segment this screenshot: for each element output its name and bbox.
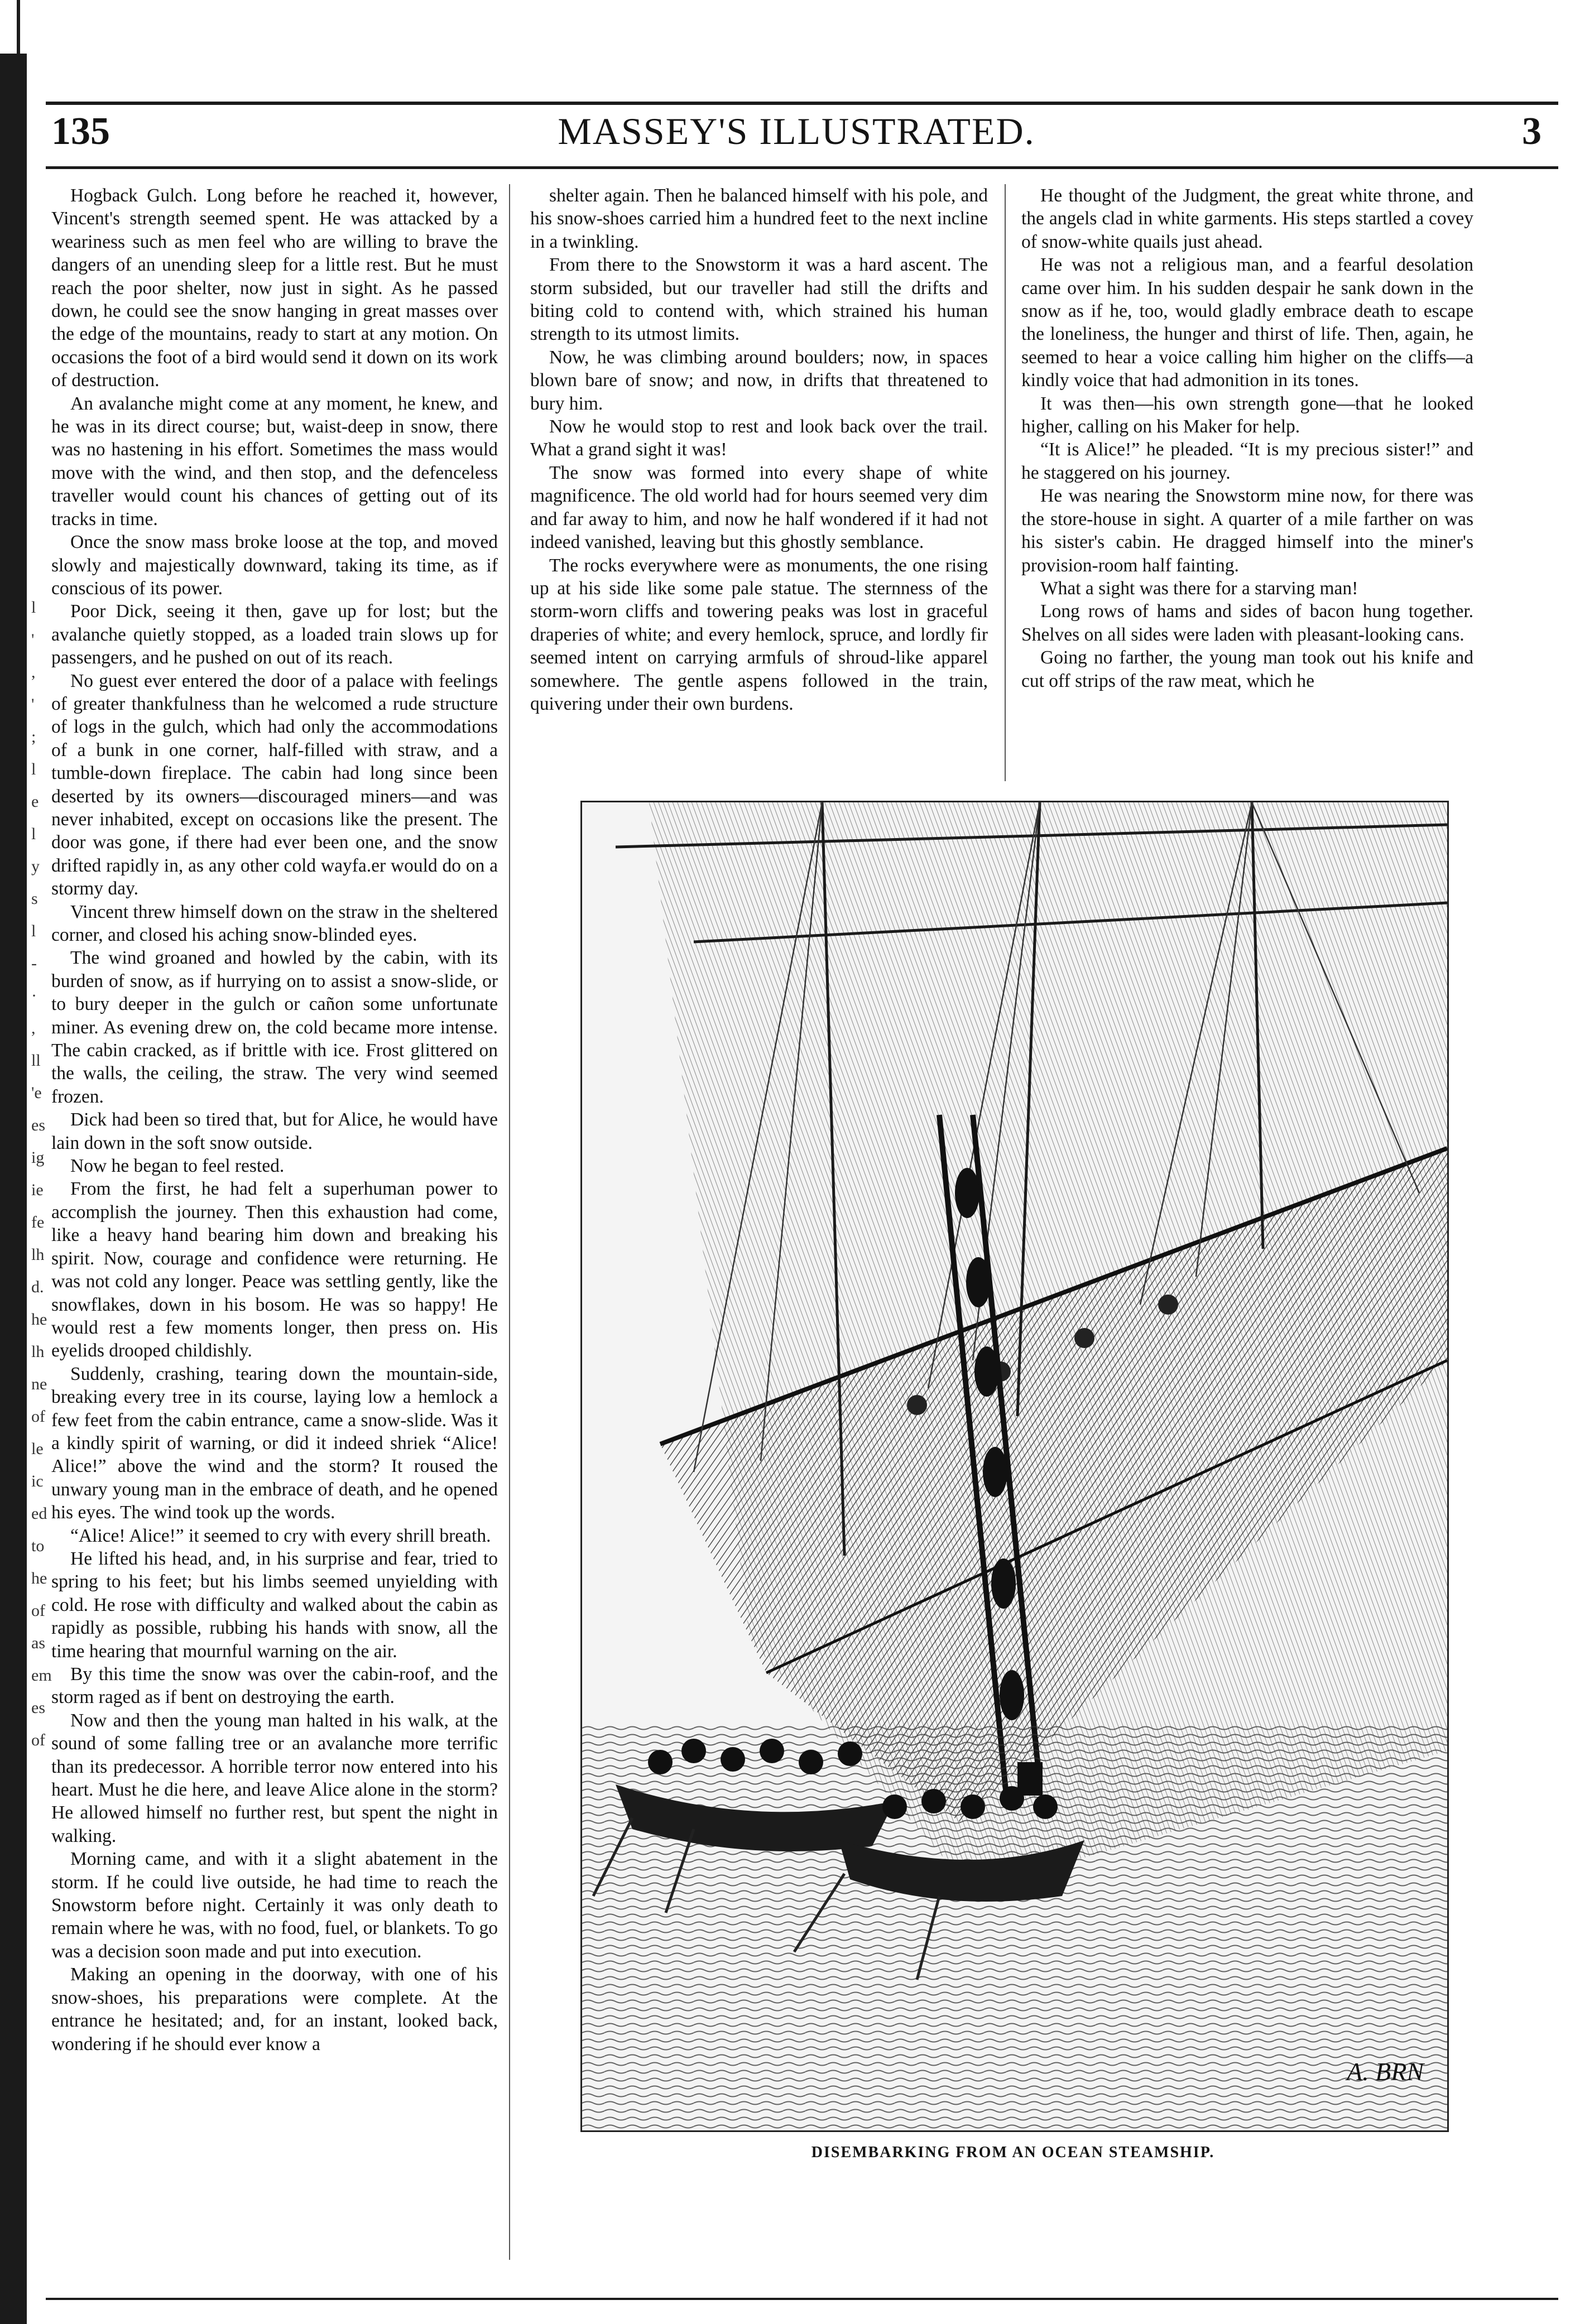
margin-fragment: ed xyxy=(31,1504,47,1523)
margin-fragment: he xyxy=(31,1569,47,1587)
paragraph: Now and then the young man halted in his walk, at the sound of some falling tree or an avalanche more terrific than its predecessor. A horrible terror now entered into his heart. Must he die here, and leave Alice alone in the storm? He allowed himself no further rest, but spent the night in walking. xyxy=(51,1710,498,1846)
paragraph: “It is Alice!” he pleaded. “It is my precious sister!” and he staggered on his journey. xyxy=(1021,439,1473,483)
paragraph: By this time the snow was over the cabin-roof, and the storm raged as if bent on destroying the earth. xyxy=(51,1664,498,1708)
binding-edge-top xyxy=(0,0,20,54)
paragraph: He was not a religious man, and a fearful desolation came over him. In his sudden despair he sank down in the snow as if he, too, would gladly embrace death to escape the loneliness, the hunger and thirst of life. Then, again, he seemed to hear a voice calling him higher on the cliffs—a kindly voice that had admonition in its tones. xyxy=(1021,254,1473,391)
margin-fragment: l xyxy=(31,598,36,617)
margin-fragment: ; xyxy=(31,728,36,746)
margin-fragment: ' xyxy=(31,695,35,714)
steamship-engraving xyxy=(580,801,1449,2132)
paragraph: He was nearing the Snowstorm mine now, for there was the store-house in sight. A quarter of a mile farther on was his sister's cabin. He dragged himself into the miner's provision-room half fainting. xyxy=(1021,485,1473,576)
margin-fragment: es xyxy=(31,1699,45,1717)
margin-fragment: d. xyxy=(31,1278,44,1296)
paragraph: Morning came, and with it a slight abatement in the storm. If he could live outside, he had time to reach the Snowstorm before night. Certainly it was only death to remain where he was, with no food, fuel, or blankets. To go was a decision soon made and put into execution. xyxy=(51,1849,498,1962)
paragraph: He lifted his head, and, in his surprise and fear, tried to spring to his feet; but his limbs seemed unyielding with cold. He rose with difficulty and walked about the cabin as rapidly as possible, rubbing his hands with snow, all the time hearing that mournful warning on the air. xyxy=(51,1548,498,1662)
paragraph: Hogback Gulch. Long before he reached it, however, Vincent's strength seemed spent. He was attacked by a weariness such as men feel who are willing to brave the dangers of an unending sleep for a little rest. But he must reach the poor shelter, now just in sight. As he passed down, he could see the snow hanging in great masses over the edge of the mountains, ready to start at any motion. On occasions the foot of a bird would send it down on its work of destruction. xyxy=(51,185,498,391)
margin-fragment: y xyxy=(31,857,40,875)
margin-fragment: he xyxy=(31,1310,47,1329)
margin-fragment: of xyxy=(31,1731,45,1749)
margin-fragment: · xyxy=(31,987,37,1005)
paragraph: Now he began to feel rested. xyxy=(70,1156,285,1177)
margin-fragment: 'e xyxy=(31,1084,42,1102)
paragraph: The rocks everywhere were as monuments, the one rising up at his side like some pale statue. The sternness of the storm-worn cliffs and towering peaks was lost in graceful draperies of white; and every hemlock, spruce, and lordly fir seemed intent on carrying armfuls of shroud-like apparel somewhere. The gentle aspens followed in the train, quivering under their own burdens. xyxy=(530,555,988,714)
paragraph: Making an opening in the doorway, with one of his snow-shoes, his preparations were complete. At the entrance he hesitated; and, for an instant, looked back, wondering if he should ever know a xyxy=(51,1964,498,2054)
paragraph: Long rows of hams and sides of bacon hung together. Shelves on all sides were laden with pleasant-looking cans. xyxy=(1021,601,1473,645)
text-column-3 xyxy=(1021,184,1473,798)
paragraph: He thought of the Judgment, the great white throne, and the angels clad in white garments. His steps startled a covey of snow-white quails just ahead. xyxy=(1021,185,1473,252)
margin-fragment: ig xyxy=(31,1148,45,1167)
margin-fragment: - xyxy=(31,954,37,973)
paragraph: shelter again. Then he balanced himself with his pole, and his snow-shoes carried him a hundred feet to the next incline in a twinkling. xyxy=(530,185,988,252)
paragraph: From the first, he had felt a superhuman power to accomplish the journey. Then this exhaustion had come, like a heavy hand bearing him down and breaking his spirit. Now, courage and confidence were returning. He was not cold any longer. Peace was settling gently, like the snowflakes, down in his bosom. He was so happy! He would rest a few moments longer, then press on. His eyelids drooped childishly. xyxy=(51,1178,498,1361)
column-divider xyxy=(509,184,510,2260)
header-rule xyxy=(46,166,1558,169)
paragraph: What a sight was there for a starving man! xyxy=(1040,578,1358,599)
bottom-rule xyxy=(46,2298,1558,2300)
paragraph: Dick had been so tired that, but for Alice, he would have lain down in the soft snow outside. xyxy=(51,1109,498,1153)
paragraph: The wind groaned and howled by the cabin, with its burden of snow, as if hurrying on to assist a snow-slide, or to bury deeper in the gulch or cañon some unfortunate miner. As evening drew on, the cold became more intense. The cabin cracked, as if brittle with ice. Frost glittered on the walls, the ceiling, the straw. The very wind seemed frozen. xyxy=(51,947,498,1107)
text-column-2 xyxy=(530,184,988,798)
paragraph: Suddenly, crashing, tearing down the mountain-side, breaking every tree in its course, laying low a hemlock a few feet from the cabin entrance, came a snow-slide. Was it a kindly spirit of warning, or did it indeed shriek “Alice! Alice!” above the wind and the storm? It roused the unwary young man in the embrace of death, and he opened his eyes. The wind took up the words. xyxy=(51,1363,498,1523)
margin-fragment: lh xyxy=(31,1343,45,1361)
paragraph: “Alice! Alice!” it seemed to cry with every shrill breath. xyxy=(70,1525,491,1546)
margin-fragment: s xyxy=(31,889,38,908)
binding-edge xyxy=(0,54,27,2324)
paragraph: Going no farther, the young man took out his knife and cut off strips of the raw meat, which he xyxy=(1021,647,1473,691)
margin-fragment: l xyxy=(31,825,36,843)
paragraph: From there to the Snowstorm it was a hard ascent. The storm subsided, but our traveller had still the drifts and biting cold to contend with, which strained his human strength to its utmost limits. xyxy=(530,254,988,345)
engraver-signature: A. BRN xyxy=(1347,2057,1424,2086)
illustration-caption: DISEMBARKING FROM AN OCEAN STEAMSHIP. xyxy=(811,2144,1215,2161)
margin-fragment: fe xyxy=(31,1213,45,1231)
adjacent-page-fragments xyxy=(31,591,50,1757)
margin-fragment: le xyxy=(31,1440,44,1458)
margin-fragment: of xyxy=(31,1407,45,1426)
margin-fragment: ie xyxy=(31,1181,44,1199)
paragraph: Once the snow mass broke loose at the top, and moved slowly and majestically downward, taking its time, as if conscious of its power. xyxy=(51,532,498,599)
page-header xyxy=(51,109,1542,160)
paragraph: No guest ever entered the door of a palace with feelings of greater thankfulness than he welcomed a rude structure of logs in the gulch, which had only the accommodations of a bunk in one corner, half-filled with straw, and a tumble-down fireplace. The cabin had long since been deserted by its owners—discouraged miners—and was never inhabited, except on occasions like the present. The door was gone, if there had ever been one, and the snow drifted rapidly in, as any other cold wayfa.er would do on a stormy day. xyxy=(51,670,498,899)
margin-fragment: ll xyxy=(31,1051,41,1070)
paragraph: The snow was formed into every shape of white magnificence. The old world had for hours seemed very dim and far away to him, and now he half wondered if it had not indeed vanished, leaving but this ghostly semblance. xyxy=(530,462,988,553)
paragraph: Vincent threw himself down on the straw in the sheltered corner, and closed his aching snow-blinded eyes. xyxy=(51,901,498,945)
top-rule xyxy=(46,102,1558,105)
margin-fragment: ic xyxy=(31,1472,44,1490)
margin-fragment: ne xyxy=(31,1375,47,1393)
column-divider xyxy=(1005,184,1006,781)
margin-fragment: e xyxy=(31,792,39,811)
margin-fragment: ' xyxy=(31,631,35,649)
text-column-1 xyxy=(51,184,498,2260)
paragraph: Poor Dick, seeing it then, gave up for lost; but the avalanche quietly stopped, as a loaded train slows up for passengers, and he pushed on out of its reach. xyxy=(51,601,498,668)
margin-fragment: , xyxy=(31,663,36,681)
paragraph: It was then—his own strength gone—that he looked higher, calling on his Maker for help. xyxy=(1021,393,1473,437)
paragraph: Now, he was climbing around boulders; now, in spaces blown bare of snow; and now, in drifts that threatened to bury him. xyxy=(530,347,988,414)
margin-fragment: to xyxy=(31,1537,45,1555)
paragraph: An avalanche might come at any moment, he knew, and he was in its direct course; but, waist-deep in snow, there was no hastening in his effort. Sometimes the mass would move with the wind, and then stop, and the defenceless traveller would count his chances of getting out of its tracks in time. xyxy=(51,393,498,530)
issue-number: 135 xyxy=(51,110,110,153)
margin-fragment: l xyxy=(31,760,36,778)
paragraph: Now he would stop to rest and look back over the trail. What a grand sight it was! xyxy=(530,416,988,460)
margin-fragment: as xyxy=(31,1634,45,1652)
margin-fragment: em xyxy=(31,1666,52,1685)
margin-fragment: l xyxy=(31,922,36,940)
margin-fragment: lh xyxy=(31,1245,45,1264)
margin-fragment: of xyxy=(31,1601,45,1620)
margin-fragment: , xyxy=(31,1019,36,1037)
publication-title: MASSEY'S ILLUSTRATED. xyxy=(558,110,1035,152)
page-number: 3 xyxy=(1522,110,1542,153)
margin-fragment: es xyxy=(31,1116,45,1134)
